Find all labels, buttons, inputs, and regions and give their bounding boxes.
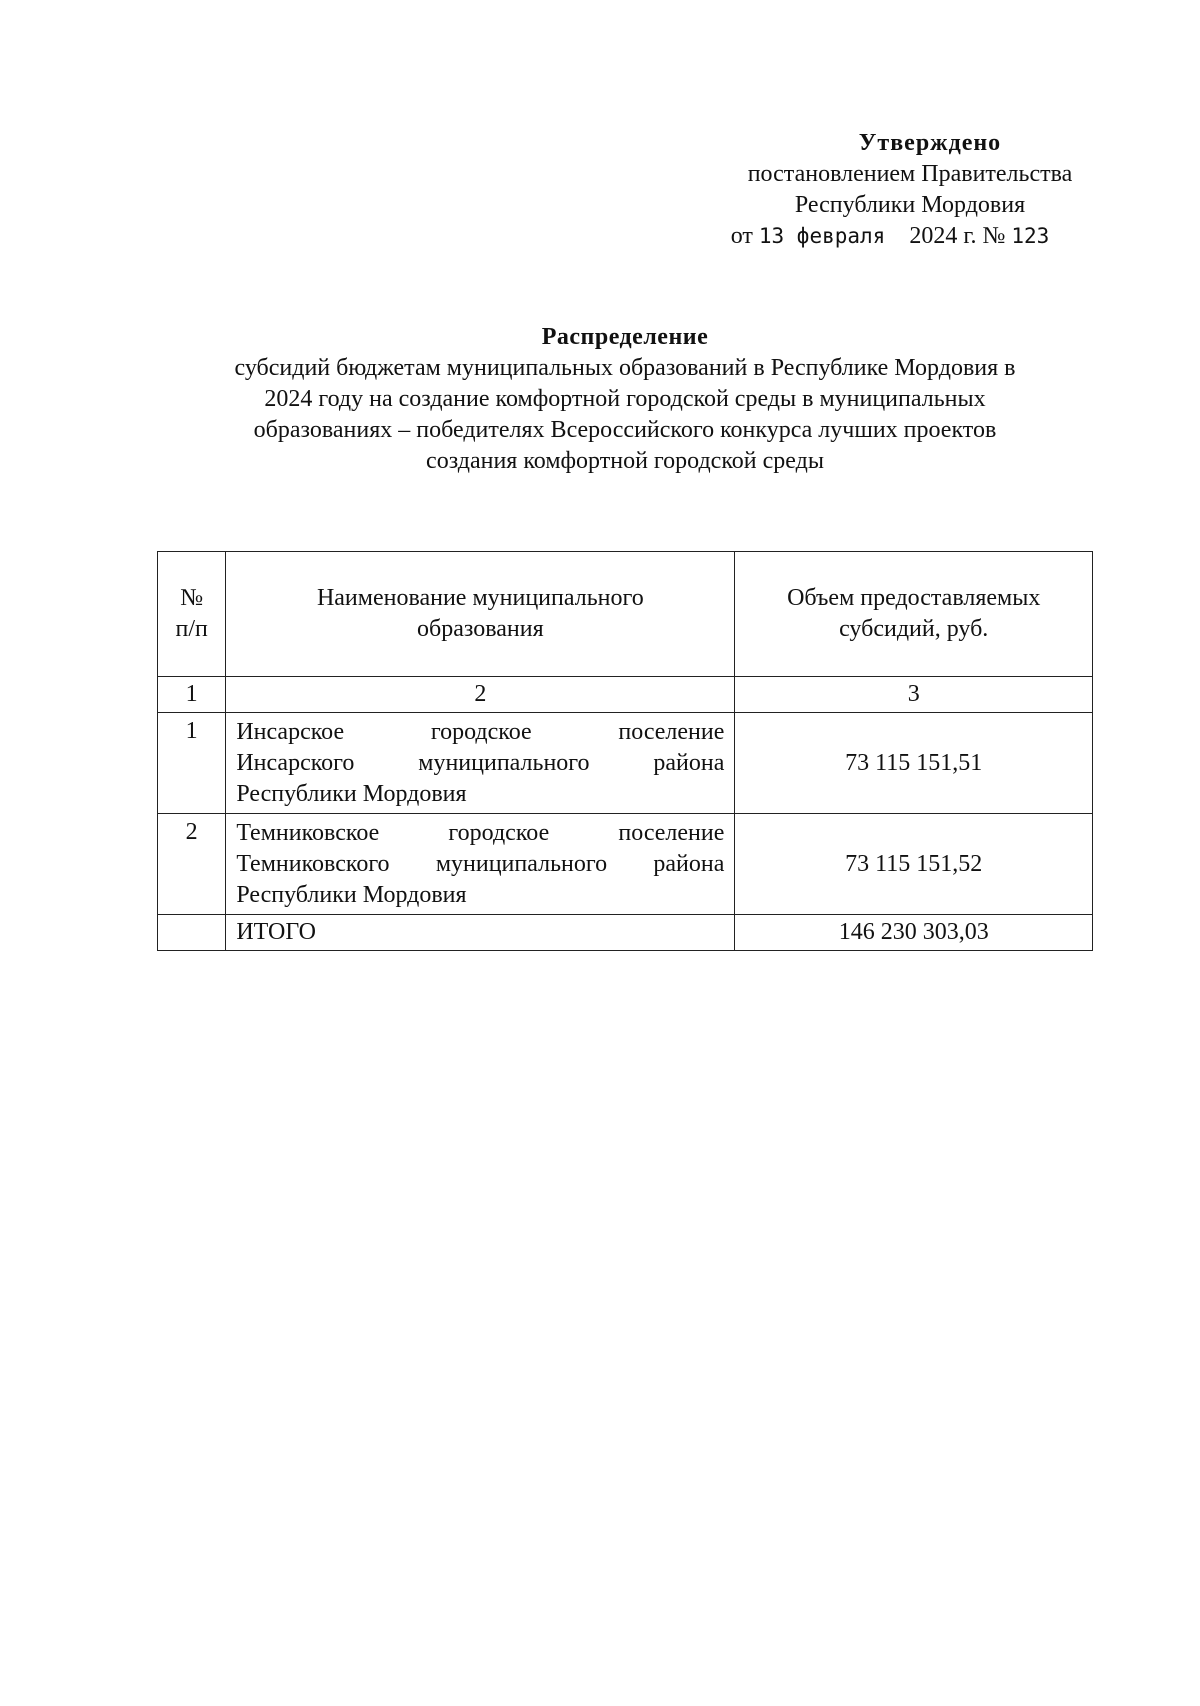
subtitle-line-1: субсидий бюджетам муниципальных образований в Республике Мордовия в (234, 355, 1016, 381)
approval-line-2: Республики Мордовия (794, 192, 1026, 218)
index-cell-2: 2 (226, 677, 735, 713)
index-cell-1: 1 (158, 677, 226, 713)
document-title: Распределение (541, 324, 709, 350)
header-amount-line-1: Объем предоставляемых (787, 585, 1041, 611)
subtitle-line-3: образованиях – победителях Всероссийского конкурса лучших проектов (253, 417, 997, 443)
row-num: 2 (158, 814, 226, 915)
subtitle-line-2: 2024 году на создание комфортной городской среды в муниципальных (264, 386, 986, 412)
approval-line-1: постановлением Правительства (747, 161, 1073, 187)
row-name-line-3: Республики Мордовия (236, 780, 467, 807)
table-row (158, 713, 1093, 814)
header-num (158, 552, 226, 677)
subsidy-table (157, 551, 1093, 951)
table-row (158, 814, 1093, 915)
approval-label: Утверждено (858, 130, 1002, 156)
document-title-block (150, 322, 1100, 477)
row-amount: 73 115 151,52 (735, 814, 1093, 915)
row-name-line-1: Инсарское городское поселение (236, 718, 725, 745)
order-day-month: 13 февраля (758, 224, 886, 248)
header-name-line-2: образования (417, 616, 544, 642)
header-num-line-2: п/п (175, 616, 208, 642)
total-num-empty (158, 915, 226, 951)
row-num: 1 (158, 713, 226, 814)
header-name-line-1: Наименование муниципального (316, 585, 644, 611)
row-name (226, 814, 735, 915)
header-num-line-1: № (180, 585, 204, 611)
row-name-line-2: Темниковского муниципального района (236, 850, 725, 877)
header-amount-line-2: субсидий, руб. (839, 616, 989, 642)
row-name-line-3: Республики Мордовия (236, 881, 467, 908)
total-amount: 146 230 303,03 (735, 915, 1093, 951)
index-cell-3: 3 (735, 677, 1093, 713)
order-year: 2024 г. № (909, 223, 1006, 249)
header-amount (735, 552, 1093, 677)
header-name (226, 552, 735, 677)
subtitle-line-4: создания комфортной городской среды (426, 448, 824, 474)
approval-block (700, 128, 1120, 252)
table-index-row (158, 677, 1093, 713)
row-name-line-2: Инсарского муниципального района (236, 749, 725, 776)
table-header-row (158, 552, 1093, 677)
order-number: 123 (1011, 224, 1050, 248)
order-prefix: от (730, 223, 753, 249)
order-line (660, 221, 1120, 252)
row-name-line-1: Темниковское городское поселение (236, 819, 725, 846)
row-name (226, 713, 735, 814)
table-total-row (158, 915, 1093, 951)
row-amount: 73 115 151,51 (735, 713, 1093, 814)
total-label: ИТОГО (226, 915, 735, 951)
